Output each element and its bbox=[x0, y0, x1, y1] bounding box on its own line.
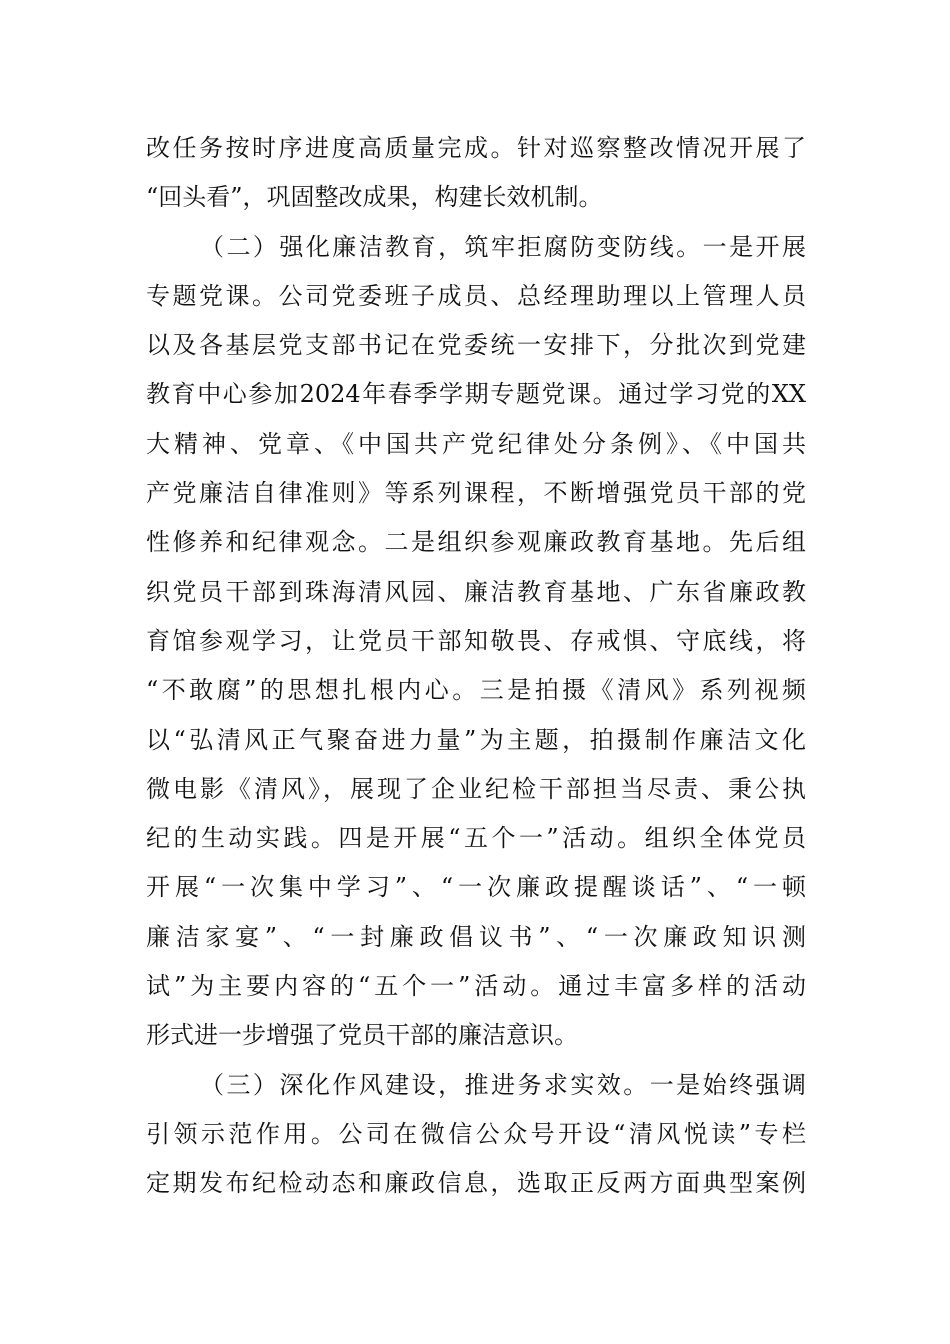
text-line: 以及各基层党支部书记在党委统一安排下，分批次到党建 bbox=[146, 331, 806, 360]
text-line: 形式进一步增强了党员干部的廉洁意识。 bbox=[146, 1021, 578, 1050]
text-line: “回头看”，巩固整改成果，构建长效机制。 bbox=[146, 183, 603, 212]
text-line: 产党廉洁自律准则》等系列课程，不断增强党员干部的党 bbox=[146, 479, 806, 508]
paragraph-heading-line: （二）强化廉洁教育，筑牢拒腐防变防线。一是开展 bbox=[200, 232, 806, 261]
text-line: 引领示范作用。公司在微信公众号开设“清风悦读”专栏 bbox=[146, 1119, 806, 1148]
text-line: 性修养和纪律观念。二是组织参观廉政教育基地。先后组 bbox=[146, 528, 806, 557]
text-line: 开展“一次集中学习”、“一次廉政提醒谈话”、“一顿 bbox=[146, 873, 806, 902]
text-line: 织党员干部到珠海清风园、廉洁教育基地、广东省廉政教 bbox=[146, 577, 806, 606]
text-line: 育馆参观学习，让党员干部知敬畏、存戒惧、守底线，将 bbox=[146, 626, 806, 655]
text-line: 改任务按时序进度高质量完成。针对巡察整改情况开展了 bbox=[146, 134, 806, 162]
text-line: 廉洁家宴”、“一封廉政倡议书”、“一次廉政知识测 bbox=[146, 922, 806, 951]
document-body bbox=[146, 124, 806, 1209]
text-line: “不敢腐”的思想扎根内心。三是拍摄《清风》系列视频 bbox=[146, 676, 806, 705]
text-line: 教育中心参加2024年春季学期专题党课。通过学习党的XX bbox=[146, 380, 806, 409]
paragraph-heading-line: （三）深化作风建设，推进务求实效。一是始终强调 bbox=[200, 1070, 806, 1099]
text-line: 以“弘清风正气聚奋进力量”为主题，拍摄制作廉洁文化 bbox=[146, 725, 806, 754]
text-line: 纪的生动实践。四是开展“五个一”活动。组织全体党员 bbox=[146, 824, 806, 853]
text-line: 专题党课。公司党委班子成员、总经理助理以上管理人员 bbox=[146, 281, 806, 310]
text-line: 定期发布纪检动态和廉政信息，选取正反两方面典型案例 bbox=[146, 1169, 806, 1198]
text-line: 微电影《清风》，展现了企业纪检干部担当尽责、秉公执 bbox=[146, 774, 806, 803]
text-line: 试”为主要内容的“五个一”活动。通过丰富多样的活动 bbox=[146, 972, 806, 1001]
text-line: 大精神、党章、《中国共产党纪律处分条例》、《中国共 bbox=[146, 429, 806, 458]
